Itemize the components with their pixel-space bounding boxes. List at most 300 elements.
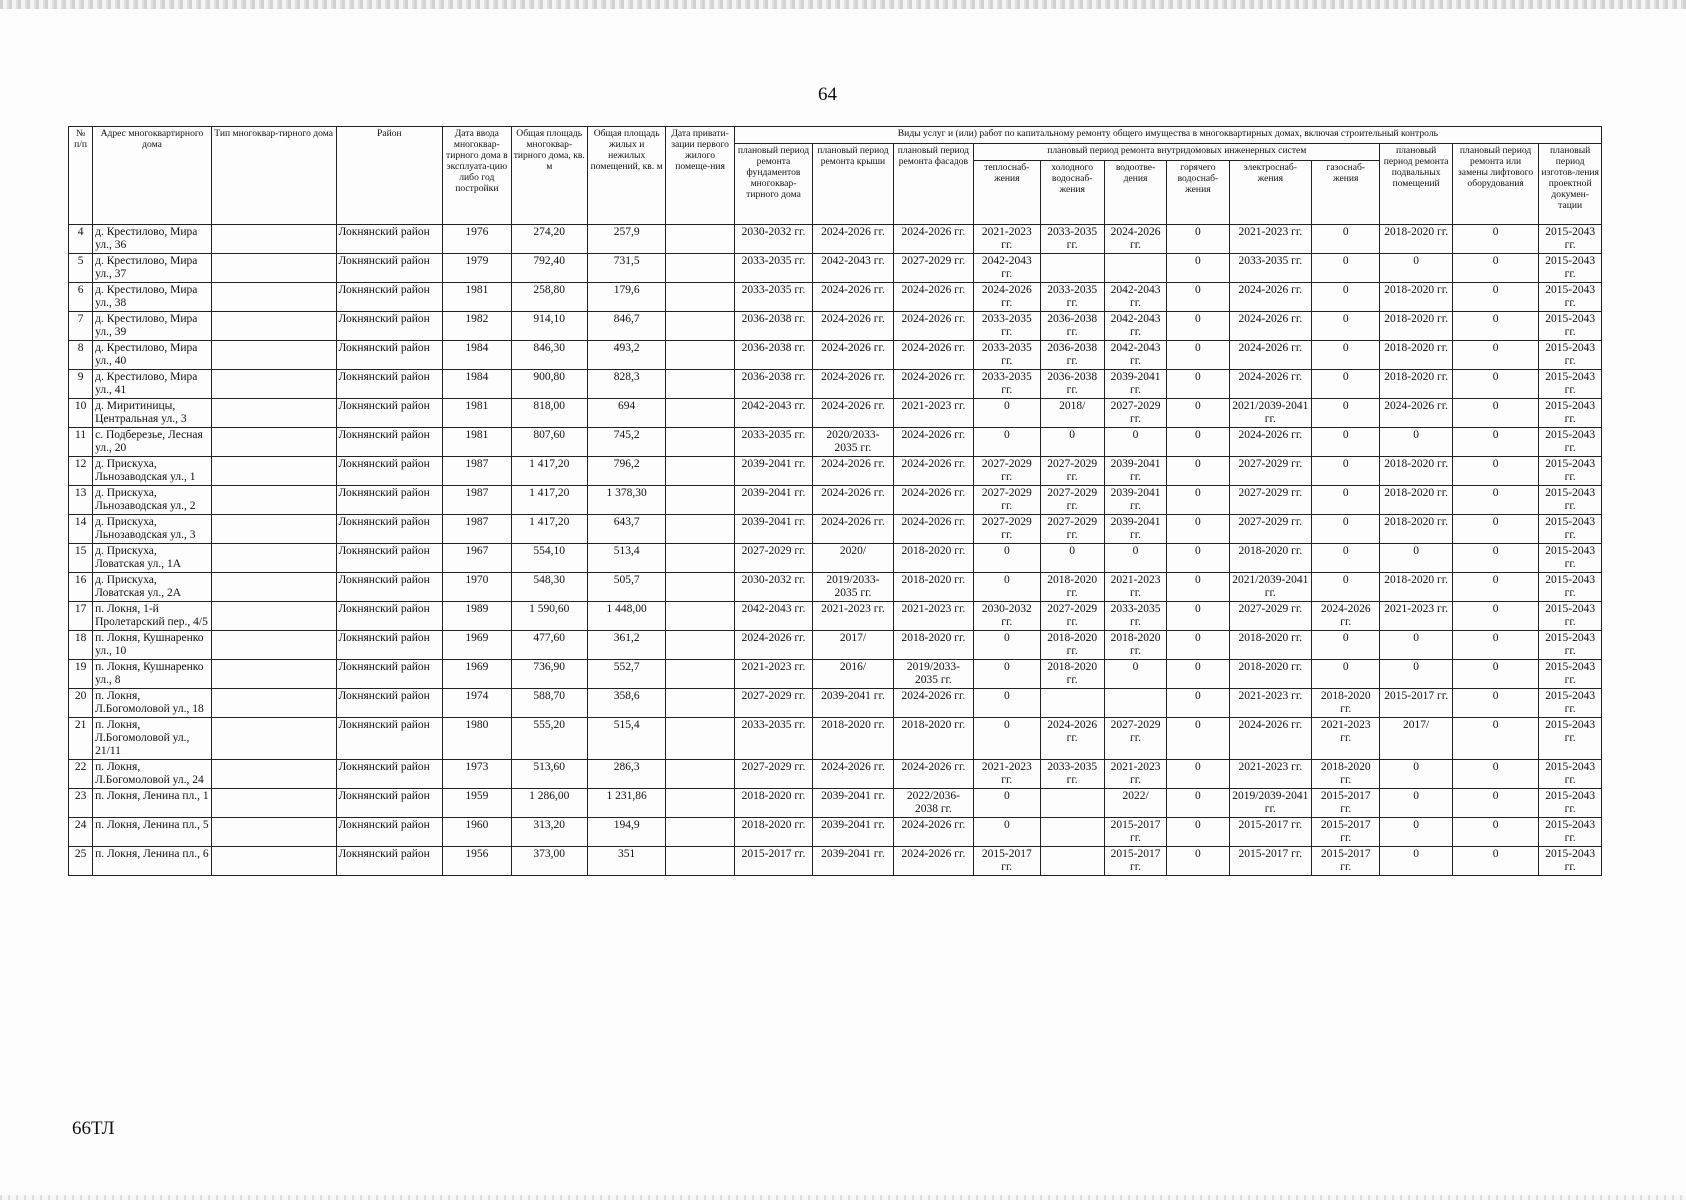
cell-gas: 0 — [1312, 457, 1380, 486]
cell-elevator: 0 — [1452, 847, 1538, 876]
cell-elevator: 0 — [1452, 689, 1538, 718]
cell-house-type — [211, 312, 336, 341]
header-address: Адрес многоквартирного дома — [93, 127, 212, 225]
table-row — [69, 847, 1602, 876]
cell-electricity: 2033-2035 гг. — [1229, 254, 1311, 283]
table-row — [69, 515, 1602, 544]
cell-facade: 2018-2020 гг. — [893, 544, 973, 573]
header-cold-water: холодного водоснаб-жения — [1040, 161, 1104, 225]
cell-num: 22 — [69, 760, 93, 789]
cell-roof: 2024-2026 гг. — [813, 283, 893, 312]
cell-num: 17 — [69, 602, 93, 631]
cell-foundation: 2027-2029 гг. — [734, 760, 812, 789]
cell-drainage: 2021-2023 гг. — [1104, 760, 1166, 789]
cell-elevator: 0 — [1452, 399, 1538, 428]
cell-basement: 0 — [1380, 660, 1452, 689]
cell-gas: 0 — [1312, 399, 1380, 428]
cell-address: д. Крестилово, Мира ул., 41 — [93, 370, 212, 399]
cell-num: 18 — [69, 631, 93, 660]
cell-cold-water: 2033-2035 гг. — [1040, 760, 1104, 789]
cell-roof: 2020/2033-2035 гг. — [813, 428, 893, 457]
cell-design-docs: 2015-2043 гг. — [1539, 847, 1602, 876]
cell-living-area: 286,3 — [587, 760, 665, 789]
cell-privatization-date — [666, 760, 734, 789]
cell-drainage: 2042-2043 гг. — [1104, 283, 1166, 312]
cell-gas: 0 — [1312, 486, 1380, 515]
scan-edge-top — [0, 0, 1686, 9]
cell-hot-water: 0 — [1167, 789, 1229, 818]
cell-living-area: 1 378,30 — [587, 486, 665, 515]
cell-facade: 2024-2026 гг. — [893, 457, 973, 486]
cell-hot-water: 0 — [1167, 660, 1229, 689]
cell-total-area: 513,60 — [511, 760, 587, 789]
table-row — [69, 225, 1602, 254]
cell-living-area: 828,3 — [587, 370, 665, 399]
cell-house-type — [211, 760, 336, 789]
cell-elevator: 0 — [1452, 428, 1538, 457]
cell-year: 1973 — [443, 760, 511, 789]
cell-design-docs: 2015-2043 гг. — [1539, 225, 1602, 254]
cell-drainage: 0 — [1104, 660, 1166, 689]
cell-hot-water: 0 — [1167, 631, 1229, 660]
cell-district: Локнянский район — [336, 573, 443, 602]
table-row — [69, 818, 1602, 847]
cell-total-area: 807,60 — [511, 428, 587, 457]
cell-living-area: 552,7 — [587, 660, 665, 689]
cell-foundation: 2033-2035 гг. — [734, 283, 812, 312]
cell-electricity: 2021-2023 гг. — [1229, 225, 1311, 254]
cell-hot-water: 0 — [1167, 283, 1229, 312]
cell-elevator: 0 — [1452, 602, 1538, 631]
cell-roof: 2039-2041 гг. — [813, 689, 893, 718]
cell-elevator: 0 — [1452, 544, 1538, 573]
cell-basement: 0 — [1380, 254, 1452, 283]
cell-facade: 2024-2026 гг. — [893, 312, 973, 341]
cell-cold-water: 2018-2020 гг. — [1040, 573, 1104, 602]
cell-hot-water: 0 — [1167, 760, 1229, 789]
cell-total-area: 914,10 — [511, 312, 587, 341]
capital-repair-table — [68, 126, 1602, 876]
cell-year: 1981 — [443, 283, 511, 312]
cell-address: п. Локня, Л.Богомоловой ул., 18 — [93, 689, 212, 718]
cell-heat: 0 — [974, 544, 1040, 573]
cell-cold-water: 2027-2029 гг. — [1040, 602, 1104, 631]
cell-cold-water — [1040, 847, 1104, 876]
cell-heat: 0 — [974, 689, 1040, 718]
header-engineering-group: плановый период ремонта внутридомовых инженерных систем — [974, 144, 1380, 161]
cell-num: 15 — [69, 544, 93, 573]
cell-privatization-date — [666, 399, 734, 428]
cell-living-area: 361,2 — [587, 631, 665, 660]
cell-heat: 0 — [974, 428, 1040, 457]
cell-year: 1974 — [443, 689, 511, 718]
cell-address: п. Локня, 1-й Пролетарский пер., 4/5 — [93, 602, 212, 631]
table-row — [69, 760, 1602, 789]
cell-address: д. Крестилово, Мира ул., 39 — [93, 312, 212, 341]
cell-roof: 2017/ — [813, 631, 893, 660]
cell-privatization-date — [666, 544, 734, 573]
cell-heat: 2024-2026 гг. — [974, 283, 1040, 312]
cell-facade: 2024-2026 гг. — [893, 818, 973, 847]
cell-hot-water: 0 — [1167, 225, 1229, 254]
cell-design-docs: 2015-2043 гг. — [1539, 631, 1602, 660]
cell-facade: 2024-2026 гг. — [893, 486, 973, 515]
cell-foundation: 2033-2035 гг. — [734, 254, 812, 283]
cell-drainage: 2022/ — [1104, 789, 1166, 818]
cell-heat: 0 — [974, 631, 1040, 660]
cell-foundation: 2024-2026 гг. — [734, 631, 812, 660]
header-heat: теплоснаб-жения — [974, 161, 1040, 225]
cell-basement: 2018-2020 гг. — [1380, 225, 1452, 254]
cell-hot-water: 0 — [1167, 818, 1229, 847]
cell-electricity: 2019/2039-2041 гг. — [1229, 789, 1311, 818]
cell-num: 20 — [69, 689, 93, 718]
cell-elevator: 0 — [1452, 283, 1538, 312]
cell-living-area: 515,4 — [587, 718, 665, 760]
cell-year: 1984 — [443, 341, 511, 370]
cell-total-area: 274,20 — [511, 225, 587, 254]
header-drainage: водоотве-дения — [1104, 161, 1166, 225]
cell-hot-water: 0 — [1167, 312, 1229, 341]
cell-address: д. Крестилово, Мира ул., 37 — [93, 254, 212, 283]
cell-house-type — [211, 789, 336, 818]
cell-roof: 2024-2026 гг. — [813, 312, 893, 341]
table-row — [69, 370, 1602, 399]
cell-district: Локнянский район — [336, 254, 443, 283]
cell-foundation: 2030-2032 гг. — [734, 573, 812, 602]
cell-hot-water: 0 — [1167, 718, 1229, 760]
cell-num: 13 — [69, 486, 93, 515]
cell-living-area: 194,9 — [587, 818, 665, 847]
cell-design-docs: 2015-2043 гг. — [1539, 660, 1602, 689]
cell-cold-water: 2018-2020 гг. — [1040, 631, 1104, 660]
cell-heat: 2033-2035 гг. — [974, 370, 1040, 399]
cell-cold-water: 2033-2035 гг. — [1040, 283, 1104, 312]
cell-foundation: 2018-2020 гг. — [734, 789, 812, 818]
cell-address: п. Локня, Кушнаренко ул., 8 — [93, 660, 212, 689]
cell-living-area: 513,4 — [587, 544, 665, 573]
cell-electricity: 2024-2026 гг. — [1229, 283, 1311, 312]
cell-hot-water: 0 — [1167, 689, 1229, 718]
cell-house-type — [211, 457, 336, 486]
cell-cold-water — [1040, 789, 1104, 818]
cell-basement: 0 — [1380, 760, 1452, 789]
cell-house-type — [211, 399, 336, 428]
cell-hot-water: 0 — [1167, 544, 1229, 573]
cell-electricity: 2021-2023 гг. — [1229, 760, 1311, 789]
cell-basement: 2018-2020 гг. — [1380, 312, 1452, 341]
cell-facade: 2024-2026 гг. — [893, 428, 973, 457]
cell-electricity: 2018-2020 гг. — [1229, 631, 1311, 660]
table-row — [69, 399, 1602, 428]
cell-gas: 0 — [1312, 254, 1380, 283]
cell-living-area: 179,6 — [587, 283, 665, 312]
cell-electricity: 2015-2017 гг. — [1229, 847, 1311, 876]
cell-heat: 2027-2029 гг. — [974, 457, 1040, 486]
cell-heat: 2021-2023 гг. — [974, 760, 1040, 789]
cell-gas: 0 — [1312, 283, 1380, 312]
cell-house-type — [211, 370, 336, 399]
scan-edge-bottom — [0, 1195, 1686, 1200]
cell-elevator: 0 — [1452, 486, 1538, 515]
cell-basement: 0 — [1380, 631, 1452, 660]
cell-roof: 2039-2041 гг. — [813, 789, 893, 818]
cell-gas: 2018-2020 гг. — [1312, 689, 1380, 718]
cell-hot-water: 0 — [1167, 486, 1229, 515]
cell-year: 1960 — [443, 818, 511, 847]
cell-cold-water: 2027-2029 гг. — [1040, 457, 1104, 486]
cell-gas: 2015-2017 гг. — [1312, 847, 1380, 876]
cell-total-area: 1 417,20 — [511, 515, 587, 544]
cell-drainage: 2015-2017 гг. — [1104, 847, 1166, 876]
table-row — [69, 312, 1602, 341]
cell-year: 1982 — [443, 312, 511, 341]
cell-cold-water: 2018-2020 гг. — [1040, 660, 1104, 689]
cell-living-area: 358,6 — [587, 689, 665, 718]
cell-foundation: 2030-2032 гг. — [734, 225, 812, 254]
cell-facade: 2024-2026 гг. — [893, 689, 973, 718]
cell-cold-water: 0 — [1040, 544, 1104, 573]
cell-foundation: 2042-2043 гг. — [734, 399, 812, 428]
cell-address: д. Крестилово, Мира ул., 38 — [93, 283, 212, 312]
cell-living-area: 846,7 — [587, 312, 665, 341]
cell-living-area: 745,2 — [587, 428, 665, 457]
cell-hot-water: 0 — [1167, 573, 1229, 602]
cell-total-area: 1 417,20 — [511, 486, 587, 515]
cell-design-docs: 2015-2043 гг. — [1539, 515, 1602, 544]
cell-foundation: 2033-2035 гг. — [734, 718, 812, 760]
table-row — [69, 341, 1602, 370]
cell-roof: 2024-2026 гг. — [813, 457, 893, 486]
cell-address: д. Прискуха, Ловатская ул., 1А — [93, 544, 212, 573]
cell-elevator: 0 — [1452, 254, 1538, 283]
cell-gas: 0 — [1312, 370, 1380, 399]
cell-year: 1980 — [443, 718, 511, 760]
cell-facade: 2018-2020 гг. — [893, 718, 973, 760]
table-row — [69, 660, 1602, 689]
cell-design-docs: 2015-2043 гг. — [1539, 283, 1602, 312]
table-row — [69, 789, 1602, 818]
cell-basement: 0 — [1380, 544, 1452, 573]
cell-year: 1969 — [443, 631, 511, 660]
cell-heat: 2027-2029 гг. — [974, 515, 1040, 544]
cell-roof: 2019/2033-2035 гг. — [813, 573, 893, 602]
cell-privatization-date — [666, 847, 734, 876]
cell-total-area: 818,00 — [511, 399, 587, 428]
cell-basement: 2018-2020 гг. — [1380, 370, 1452, 399]
cell-hot-water: 0 — [1167, 341, 1229, 370]
cell-hot-water: 0 — [1167, 399, 1229, 428]
cell-district: Локнянский район — [336, 399, 443, 428]
cell-privatization-date — [666, 457, 734, 486]
cell-cold-water: 2027-2029 гг. — [1040, 515, 1104, 544]
cell-district: Локнянский район — [336, 283, 443, 312]
cell-house-type — [211, 602, 336, 631]
cell-privatization-date — [666, 718, 734, 760]
table-row — [69, 718, 1602, 760]
cell-total-area: 588,70 — [511, 689, 587, 718]
cell-drainage: 2027-2029 гг. — [1104, 718, 1166, 760]
cell-foundation: 2039-2041 гг. — [734, 486, 812, 515]
cell-cold-water: 2036-2038 гг. — [1040, 341, 1104, 370]
cell-num: 4 — [69, 225, 93, 254]
cell-elevator: 0 — [1452, 225, 1538, 254]
cell-drainage: 2021-2023 гг. — [1104, 573, 1166, 602]
cell-heat: 0 — [974, 660, 1040, 689]
cell-design-docs: 2015-2043 гг. — [1539, 341, 1602, 370]
cell-privatization-date — [666, 602, 734, 631]
cell-gas: 0 — [1312, 312, 1380, 341]
cell-gas: 0 — [1312, 544, 1380, 573]
cell-electricity: 2015-2017 гг. — [1229, 818, 1311, 847]
cell-living-area: 694 — [587, 399, 665, 428]
cell-house-type — [211, 660, 336, 689]
table-row — [69, 428, 1602, 457]
cell-living-area: 493,2 — [587, 341, 665, 370]
cell-drainage: 2018-2020 гг. — [1104, 631, 1166, 660]
cell-heat: 0 — [974, 818, 1040, 847]
cell-facade: 2024-2026 гг. — [893, 370, 973, 399]
cell-basement: 0 — [1380, 847, 1452, 876]
cell-num: 12 — [69, 457, 93, 486]
cell-drainage: 2039-2041 гг. — [1104, 486, 1166, 515]
cell-drainage: 2042-2043 гг. — [1104, 312, 1166, 341]
cell-foundation: 2036-2038 гг. — [734, 341, 812, 370]
header-living-area: Общая площадь жилых и нежилых помещений, кв. м — [587, 127, 665, 225]
cell-drainage: 2027-2029 гг. — [1104, 399, 1166, 428]
cell-year: 1987 — [443, 515, 511, 544]
cell-privatization-date — [666, 818, 734, 847]
cell-foundation: 2015-2017 гг. — [734, 847, 812, 876]
cell-gas: 0 — [1312, 573, 1380, 602]
cell-district: Локнянский район — [336, 225, 443, 254]
cell-district: Локнянский район — [336, 370, 443, 399]
cell-foundation: 2036-2038 гг. — [734, 312, 812, 341]
cell-house-type — [211, 631, 336, 660]
cell-year: 1979 — [443, 254, 511, 283]
cell-foundation: 2021-2023 гг. — [734, 660, 812, 689]
table-row — [69, 573, 1602, 602]
header-services-group: Виды услуг и (или) работ по капитальному ремонту общего имущества в многоквартирных домах, включая строительный контроль — [734, 127, 1601, 144]
cell-design-docs: 2015-2043 гг. — [1539, 573, 1602, 602]
cell-design-docs: 2015-2043 гг. — [1539, 718, 1602, 760]
table-row — [69, 486, 1602, 515]
cell-house-type — [211, 573, 336, 602]
cell-address: д. Прискуха, Льнозаводская ул., 3 — [93, 515, 212, 544]
cell-total-area: 373,00 — [511, 847, 587, 876]
cell-house-type — [211, 847, 336, 876]
cell-cold-water: 2036-2038 гг. — [1040, 312, 1104, 341]
cell-design-docs: 2015-2043 гг. — [1539, 457, 1602, 486]
cell-facade: 2018-2020 гг. — [893, 631, 973, 660]
cell-elevator: 0 — [1452, 312, 1538, 341]
cell-num: 7 — [69, 312, 93, 341]
cell-electricity: 2024-2026 гг. — [1229, 718, 1311, 760]
table-row — [69, 457, 1602, 486]
cell-facade: 2024-2026 гг. — [893, 283, 973, 312]
cell-gas: 0 — [1312, 341, 1380, 370]
header-basement: плановый период ремонта подвальных помещений — [1380, 144, 1452, 225]
cell-basement: 2018-2020 гг. — [1380, 341, 1452, 370]
cell-num: 21 — [69, 718, 93, 760]
cell-address: д. Крестилово, Мира ул., 40 — [93, 341, 212, 370]
cell-drainage — [1104, 254, 1166, 283]
cell-privatization-date — [666, 312, 734, 341]
cell-total-area: 554,10 — [511, 544, 587, 573]
header-elevator: плановый период ремонта или замены лифтового оборудования — [1452, 144, 1538, 225]
cell-year: 1959 — [443, 789, 511, 818]
header-date-commissioning: Дата ввода многоквар-тирного дома в эксплуата-цию либо год постройки — [443, 127, 511, 225]
header-num: № п/п — [69, 127, 93, 225]
cell-hot-water: 0 — [1167, 515, 1229, 544]
table-row — [69, 283, 1602, 312]
cell-gas: 0 — [1312, 428, 1380, 457]
cell-elevator: 0 — [1452, 631, 1538, 660]
cell-year: 1981 — [443, 428, 511, 457]
cell-roof: 2024-2026 гг. — [813, 760, 893, 789]
cell-design-docs: 2015-2043 гг. — [1539, 544, 1602, 573]
cell-num: 9 — [69, 370, 93, 399]
table-row — [69, 631, 1602, 660]
cell-roof: 2021-2023 гг. — [813, 602, 893, 631]
cell-living-area: 1 448,00 — [587, 602, 665, 631]
cell-cold-water: 2027-2029 гг. — [1040, 486, 1104, 515]
cell-elevator: 0 — [1452, 660, 1538, 689]
cell-gas: 0 — [1312, 225, 1380, 254]
cell-electricity: 2024-2026 гг. — [1229, 428, 1311, 457]
cell-basement: 2021-2023 гг. — [1380, 602, 1452, 631]
table-row — [69, 689, 1602, 718]
cell-drainage: 2042-2043 гг. — [1104, 341, 1166, 370]
cell-elevator: 0 — [1452, 515, 1538, 544]
cell-privatization-date — [666, 254, 734, 283]
header-design-docs: плановый период изготов-ления проектной докумен-тации — [1539, 144, 1602, 225]
cell-electricity: 2024-2026 гг. — [1229, 341, 1311, 370]
cell-district: Локнянский район — [336, 341, 443, 370]
header-hot-water: горячего водоснаб-жения — [1167, 161, 1229, 225]
cell-privatization-date — [666, 283, 734, 312]
cell-address: п. Локня, Л.Богомоловой ул., 21/11 — [93, 718, 212, 760]
cell-address: п. Локня, Ленина пл., 5 — [93, 818, 212, 847]
cell-house-type — [211, 515, 336, 544]
cell-design-docs: 2015-2043 гг. — [1539, 312, 1602, 341]
cell-year: 1976 — [443, 225, 511, 254]
cell-elevator: 0 — [1452, 718, 1538, 760]
cell-num: 14 — [69, 515, 93, 544]
cell-year: 1956 — [443, 847, 511, 876]
cell-electricity: 2021/2039-2041 гг. — [1229, 399, 1311, 428]
cell-electricity: 2027-2029 гг. — [1229, 515, 1311, 544]
cell-num: 5 — [69, 254, 93, 283]
cell-num: 19 — [69, 660, 93, 689]
cell-year: 1969 — [443, 660, 511, 689]
cell-gas: 0 — [1312, 631, 1380, 660]
cell-district: Локнянский район — [336, 818, 443, 847]
cell-privatization-date — [666, 225, 734, 254]
cell-cold-water: 0 — [1040, 428, 1104, 457]
cell-district: Локнянский район — [336, 660, 443, 689]
cell-facade: 2022/2036-2038 гг. — [893, 789, 973, 818]
cell-roof: 2020/ — [813, 544, 893, 573]
cell-electricity: 2024-2026 гг. — [1229, 370, 1311, 399]
cell-electricity: 2018-2020 гг. — [1229, 544, 1311, 573]
page-number: 64 — [818, 84, 837, 105]
cell-living-area: 257,9 — [587, 225, 665, 254]
cell-total-area: 548,30 — [511, 573, 587, 602]
cell-total-area: 313,20 — [511, 818, 587, 847]
cell-year: 1970 — [443, 573, 511, 602]
cell-hot-water: 0 — [1167, 602, 1229, 631]
